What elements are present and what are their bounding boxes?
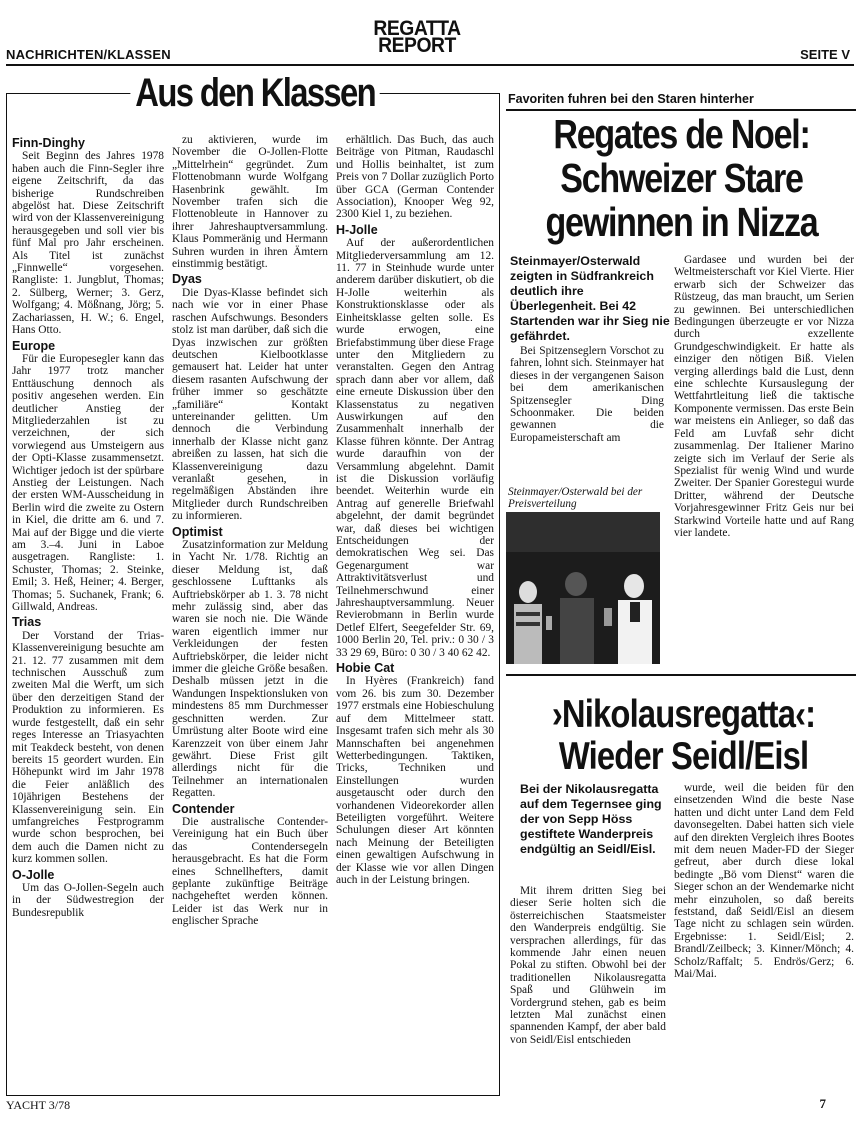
section-text: Seit Beginn des Jahres 1978 haben auch die Finn-Segler ihre eigene Zeitschrift, da das bisherige Rundschreiben abgelöst hat. Diese Zeitschrift wird von der Klassenvereinigung herausgegeben und soll vier bis fünf Mal pro Jahr erscheinen. Als Titel ist zunächst „Finnwelle“ vorgesehen. Rangliste: 1. Jungblut, Thomas; 2. Sülberg, Werner; 3. Gerz, Wolfgang; 4. Mößnang, Jörg; 5. Zachariassen, H. W.; 6. Engel, Hans Otto. (12, 150, 164, 337)
story2-lead: Bei der Nikolausregatta auf dem Tegernsee ging der von Sepp Höss gestiftete Wanderpreis endgültig an Seidl/Eisl. (520, 782, 662, 856)
section-text: Die australische Contender-Vereinigung hat ein Buch über das Contendersegeln herausgebracht. Es hat die Form eines Schnellhefters, damit geplante zukünftige Beiträge nachgeheftet werden können. Leider ist das Werk nur in englischer Sprache (172, 815, 328, 928)
section-text: Der Vorstand der Trias-Klassenvereinigung besuchte am 21. 12. 77 zusammen mit dem technischen Ausschuß zum zweiten Mal die Werft, um sich über den derzeitigen Stand der Produktion zu informieren. Es wurde festgestellt, daß ein sehr reges Interesse an Triasyachten mit Teakdeck besteht, von denen bereits 15 geordert wurden. Ein Höhepunkt wird im Jahr 1978 die Feier anläßlich des 10jährigen Bestehens der Klassenvereinigung sein. Ein umfangreiches Festprogramm wurde schon besprochen, bei dem auch die Damen nicht zu kurz kommen sollen. (12, 629, 164, 866)
column-2 (172, 134, 328, 928)
story2-body-left (510, 885, 666, 1046)
story1-headline: Regates de Noel: Schweizer Stare gewinnen in Nizza (545, 111, 818, 245)
photo-caption: Steinmayer/Osterwald bei der Preisverteilung (508, 486, 643, 511)
story1-body-left (510, 345, 664, 444)
section-heading: Europe (12, 338, 56, 353)
section-heading: O-Jolle (12, 867, 55, 882)
story2-body-right-text: wurde, weil die beiden für den einsetzenden Wind die beste Nase hatten und dicht unter Land dem Feld davonsegelten. Dabei hatten sich viele auf den direkten Vergleich ihres Bootes mit dem neuen Mader-FD der Sieger gefreut, aber durch diese lokal bedingte „Bö vom Dienst“ waren die Sieger schon an der Wendemarke nicht mehr einzuholen, so daß bereits feststand, daß Seidl/Eisl an diesem Tage nicht zu schlagen sein würden. Ergebnisse: 1. Seidl/Eisl; 2. Brandl/Zeilbeck; 3. Kinner/Mönch; 4. Scholz/Raffalt; 5. Endrös/Gerz; 6. Mai/Mai. (674, 782, 854, 981)
footer-magazine: YACHT 3/78 (6, 1098, 71, 1112)
section-text: Zusatzinformation zur Meldung in Yacht Nr. 1/78. Richtig an dieser Meldung ist, daß geschlossene Lufttanks als Auftriebskörper ab 1. 3. 78 nicht mehr zulässig sind, aber das waren sie noch nie. Die Wände waren eigentlich immer nur Verkleidungen der festen Auftriebskörper, die leider nicht immer die gleiche Größe besaßen. Deshalb müssen jetzt in die Wandungen Inspektionsluken von mindestens 85 mm Durchmesser geschnitten werden. Zur Umrüstung alter Boote wird eine Karenzzeit von über einem Jahr gewährt. Diese Frist gilt allerdings nicht für die Teilnehmer an internationalen Regatten. (172, 539, 328, 800)
story1-body-left-text: Bei Spitzenseglern Vorschot zu fahren, lohnt sich. Steinmayer hat dieses in der vergangenen Saison bei dem amerikanischen Spitzensegler Ding Schoonmaker. Die beiden gewannen die Europameisterschaft am (510, 345, 664, 444)
section-text: zu aktivieren, wurde im November die O-Jollen-Flotte „Mittelrhein“ gegründet. Zum Flottenobmann wurde Wolfgang Hasenbrink gewählt. Im November trafen sich die Flottenobleute in Hannover zu ihrer Jahreshauptversammlung. Klaus Pommeränig und Hermann Suhren wurden in ihren Ämtern einstimmig bestätigt. (172, 134, 328, 271)
section-heading: Optimist (172, 524, 223, 539)
story1-lead: Steinmayer/Osterwald zeigten in Südfrankreich deutlich ihre Überlegenheit. Bei 42 Startenden war ihr Sieg nie gefährdet. (510, 254, 670, 343)
story1-body-right-text: Gardasee und wurden bei der Weltmeisterschaft vor Kiel Vierte. Hier erwarb sich der Schweizer das Rüstzeug, das man braucht, um Serien zu gewinnen. Bei unterschiedlichen Bedingungen überzeugte er vor Nizza durch exzellente Grundgeschwindigkeit. Er hatte als einziger den nötigen Biß. Vielen verging allerdings bald die Lust, denn eine schlechte Kursauslegung der Wettfahrtleitung ließ die taktische Komponente vermissen. Das erste Bein war meistens ein Anlieger, so daß das Feld am Luvfaß sehr dicht zusammenlag. Der Italiener Marino zeigte sich im Verlauf der Serie als Spezialist für wenig Wind und wurde Zweiter. Der Spanier Gorestegui wurde Dritter, während der Deutsche Vorjahresgewinner Fritz Geis nur bei Starkwind Vorteile hatte und auf Rang vier landete. (674, 254, 854, 539)
section-heading: Finn-Dinghy (12, 136, 85, 150)
section-heading: Trias (12, 615, 42, 630)
award-photo (506, 512, 660, 664)
box-title-wrap (30, 70, 480, 116)
section-heading: H-Jolle (336, 222, 378, 237)
section-text: Auf der außerordentlichen Mitgliederversammlung am 12. 11. 77 in Steinhude wurde unter anderem darüber diskutiert, ob die H-Jolle weiterhin als Konstruktionsklasse oder als Einheitsklasse gelten solle. Es wurde erwogen, eine Briefabstimmung über diese Frage unter den Mitgliedern zu veranstalten. Gegen den Antrag sprach dann aber vor allem, daß eine erneute Diskussion über den Klassenstatus zu negativen Auswirkungen auf den Zusammenhalt innerhalb der Klasse führen könnte. Der Antrag wurde daraufhin von der Versammlung abgelehnt. Damit ist die Diskussion vorläufig beendet. Weiterhin wurde ein Antrag auf generelle Briefwahl abgelehnt, der damit begründet war, daß dieses bei wichtigen Entscheidungen der demokratischen Weg sei. Das Gegenargument war Attraktivitätsverlust und Teilnehmerschwund einer Jahreshauptversammlung. Neuer Revierobmann in Berlin wurde Detlef Elfert, Seegefelder Str. 69, 1000 Berlin 20, Tel. priv.: 0 30 / 3 33 29 69, Büro: 0 30 / 3 40 62 42. (336, 237, 494, 659)
column-3 (336, 134, 494, 886)
logo-line-2: REPORT (378, 34, 456, 57)
section-heading: Hobie Cat (336, 661, 395, 676)
story2-body-right (674, 782, 854, 981)
column-1 (12, 134, 164, 919)
story1-kicker: Favoriten fuhren bei den Staren hinterher (508, 92, 754, 106)
logo-line-1: REGATTA (373, 17, 461, 40)
header-rule (6, 64, 854, 66)
section-text: Die Dyas-Klasse befindet sich nach wie vor in einer Phase raschen Aufschwungs. Besonders stolz ist man darüber, daß sich die Dyas inzwischen zur größten deutschen Kielbootklasse gemausert hat. Leider hat unter diesem rasanten Aufschwung der früher immer so geschätzte „familiäre“ Kontakt untereinander gelitten. Um dennoch die Verbindung innerhalb der Klasse nicht ganz abreißen zu lassen, hat sich die Klassenvereinigung dazu veranlaßt gesehen, in regelmäßigen Abständen ihre Mitglieder durch Rundschreiben zu informieren. (172, 286, 328, 523)
award-photo-image (506, 512, 660, 664)
section-text: Für die Europesegler kann das Jahr 1977 trotz mancher Enttäuschung dennoch als positiv angesehen werden. Ein deutlicher Anstieg der Mitgliederzahlen ist zu verzeichnen, der sich vorwiegend aus Umsteigern aus der Opti-Klasse zusammensetzt. Wichtiger jedoch ist der spürbare Anstieg der Leistungen. Nach der ersten WM-Ausscheidung in Berlin wird die zweite zu Ostern in Kiel, die dritte am 6. und 7. Mai auf der Bigge und die vierte am 3.–4. Juni in Laboe ausgetragen. Rangliste: 1. Schuster, Thomas; 2. Steinke, Emil; 3. Heß, Heiner; 4. Berger, Thomas; 5. Suchanek, Frank; 6. Gillwald, Andreas. (12, 352, 164, 614)
section-text: In Hyères (Frankreich) fand vom 26. bis zum 30. Dezember 1977 erstmals eine Hobieschulung auf dem Mittelmeer statt. Insgesamt trafen sich mehr als 30 Mannschaften bei angenehmen Wetterbedingungen. Taktiken, Tricks, Techniken und Einstellungen wurden ausgetauscht oder durch den vorhandenen Videorekorder allen Beteiligten vorgeführt. Weitere Schulungen dieser Art könnten nach Meinung der Beteiligten einen gewaltigen Aufschwung in der Klasse wie vor allen Dingen auch in der Leistung bringen. (336, 675, 494, 886)
footer-page-number: 7 (819, 1096, 826, 1111)
regatta-report-logo (369, 17, 465, 57)
section-header: NACHRICHTEN/KLASSEN (6, 47, 171, 62)
story1-body-right (674, 254, 854, 539)
story2-rule (506, 674, 856, 676)
story2-headline: ›Nikolausregatta‹: Wieder Seidl/Eisl (551, 693, 816, 778)
story2-body-left-text: Mit ihrem dritten Sieg bei dieser Serie holten sich die österreichischen Staatsmeister den Wanderpreis endgültig. Sie versprachen allerdings, für das kommende Jahr einen neuen Pokal zu stiften. Obwohl bei der traditionellen Nikolausregatta Spaß und Glühwein im Vordergrund stehen, gab es beim letzten Mal zunächst einen spannenden Kampf, der aber bald von Seidl/Eisl entschieden (510, 885, 666, 1046)
section-text: Um das O-Jollen-Segeln auch in der Südwestregion der Bundesrepublik (12, 881, 164, 919)
box-title: Aus den Klassen (130, 70, 380, 116)
page-label: SEITE V (800, 47, 850, 62)
section-heading: Contender (172, 801, 235, 816)
section-heading: Dyas (172, 272, 202, 287)
section-text: erhältlich. Das Buch, das auch Beiträge von Pitman, Raudaschl und Hollis beinhaltet, ist zum Preis von 7 Dollar zuzüglich Porto über GCA (German Contender Association), Knooper Weg 92, 2300 Kiel 1, zu beziehen. (336, 134, 494, 221)
